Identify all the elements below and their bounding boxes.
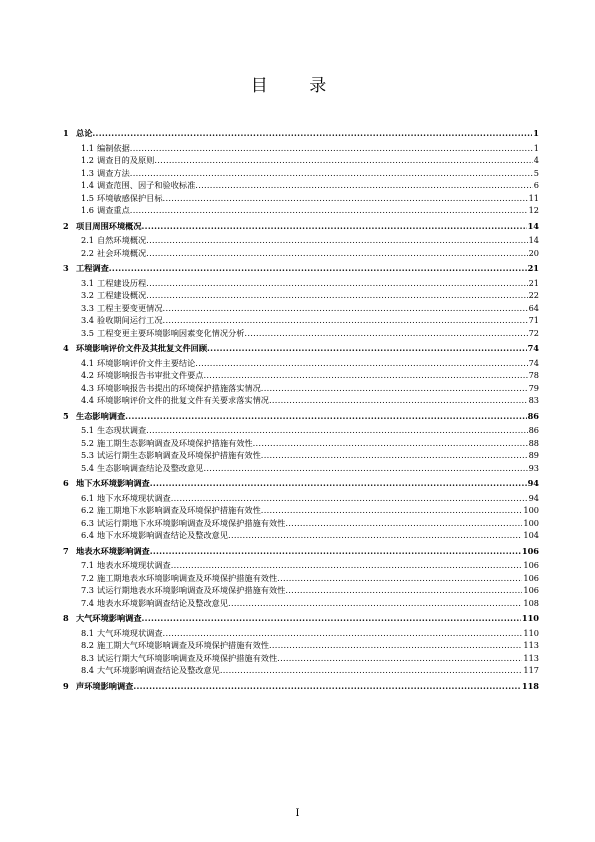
toc-entry-page: 104: [523, 530, 539, 540]
table-of-contents: [63, 124, 539, 694]
toc-dot-leader: [109, 262, 527, 275]
toc-entry-number: 4.2: [81, 370, 95, 380]
toc-entry-number: 6.1: [81, 492, 95, 503]
toc-entry-title: 施工期生态影响调查及环境保护措施有效性: [97, 437, 253, 448]
toc-entry-number: 4: [63, 343, 69, 353]
toc-entry-page: 118: [521, 680, 539, 691]
toc-section-entry[interactable]: [63, 327, 539, 340]
toc-entry-number: 1.5: [81, 192, 95, 203]
toc-entry-page: 71: [528, 315, 539, 325]
toc-entry-number: 5.1: [81, 425, 95, 435]
toc-chapter-entry[interactable]: [63, 680, 539, 693]
toc-entry-number: 8.4: [81, 665, 95, 675]
toc-entry-page: 100: [523, 517, 539, 528]
toc-dot-leader: [203, 369, 527, 382]
toc-dot-leader: [92, 127, 532, 140]
toc-dot-leader: [277, 652, 522, 665]
toc-entry-number: 8.1: [81, 627, 95, 638]
toc-entry-page: 74: [527, 343, 539, 353]
toc-section-entry[interactable]: [63, 289, 539, 302]
toc-entry-page: 93: [528, 462, 539, 473]
toc-section-entry[interactable]: [63, 204, 539, 217]
toc-entry-title: 地表水环境影响调查: [76, 545, 150, 556]
toc-entry-title: 地表水环境影响调查结论及整改意见: [97, 597, 229, 608]
toc-entry-number: 7.3: [81, 585, 95, 595]
toc-dot-leader: [171, 492, 528, 505]
toc-chapter-entry[interactable]: [63, 410, 539, 423]
toc-entry-page: 108: [523, 597, 539, 608]
toc-section-entry[interactable]: [63, 142, 539, 155]
toc-section-entry[interactable]: [63, 192, 539, 205]
toc-entry-title: 大气环境影响调查: [76, 613, 142, 623]
toc-entry-number: 7: [63, 545, 69, 556]
toc-entry-number: 3.4: [81, 315, 95, 325]
toc-entry-number: 5.4: [81, 462, 95, 473]
toc-entry-title: 生态影响调查结论及整改意见: [97, 462, 204, 473]
toc-dot-leader: [285, 584, 522, 597]
toc-dot-leader: [269, 639, 522, 652]
toc-entry-page: 106: [521, 545, 539, 556]
toc-entry-title: 环境影响评价文件主要结论: [97, 357, 196, 368]
toc-dot-leader: [146, 247, 527, 260]
toc-section-entry[interactable]: [63, 664, 539, 677]
toc-dot-leader: [154, 154, 532, 167]
toc-entry-title: 试运行期地下水环境影响调查及环境保护措施有效性: [97, 517, 286, 528]
toc-dot-leader: [277, 572, 522, 585]
toc-entry-page: 83: [528, 395, 539, 405]
toc-entry-title: 大气环境影响调查结论及整改意见: [97, 665, 220, 675]
toc-dot-leader: [163, 314, 528, 327]
toc-entry-number: 5.2: [81, 437, 95, 448]
toc-entry-number: 6.4: [81, 530, 95, 540]
toc-entry-page: 78: [528, 370, 539, 380]
toc-dot-leader: [130, 204, 528, 217]
toc-entry-number: 1.4: [81, 180, 95, 190]
toc-section-entry[interactable]: [63, 437, 539, 450]
toc-entry-title: 地下水环境影响调查结论及整改意见: [97, 530, 229, 540]
toc-section-entry[interactable]: [63, 247, 539, 260]
toc-chapter-entry[interactable]: [63, 477, 539, 490]
toc-dot-leader: [195, 357, 527, 370]
toc-entry-page: 74: [528, 357, 539, 368]
toc-section-entry[interactable]: [63, 572, 539, 585]
toc-section-entry[interactable]: [63, 517, 539, 530]
toc-entry-title: 自然环境概况: [97, 235, 147, 245]
toc-dot-leader: [150, 545, 521, 558]
toc-entry-title: 施工期地表水环境影响调查及环境保护措施有效性: [97, 572, 278, 583]
toc-entry-page: 88: [528, 437, 539, 448]
toc-section-entry[interactable]: [63, 314, 539, 327]
toc-entry-number: 3.1: [81, 277, 95, 288]
toc-entry-title: 项目周围环境概况: [76, 220, 142, 231]
toc-dot-leader: [163, 627, 523, 640]
toc-dot-leader: [269, 394, 528, 407]
toc-entry-title: 社会环境概况: [97, 247, 147, 258]
toc-entry-title: 试运行期大气环境影响调查及环境保护措施有效性: [97, 652, 278, 663]
toc-section-entry[interactable]: [63, 492, 539, 505]
toc-dot-leader: [261, 504, 523, 517]
toc-entry-number: 8.2: [81, 640, 95, 650]
toc-chapter-entry[interactable]: [63, 262, 539, 275]
toc-section-entry[interactable]: [63, 424, 539, 437]
toc-entry-page: 113: [523, 652, 539, 663]
toc-dot-leader: [130, 167, 533, 180]
toc-entry-page: 21: [527, 263, 539, 273]
toc-entry-number: 4.3: [81, 382, 95, 393]
toc-section-entry[interactable]: [63, 167, 539, 180]
toc-entry-number: 6: [63, 478, 69, 488]
toc-section-entry[interactable]: [63, 234, 539, 247]
toc-section-entry[interactable]: [63, 627, 539, 640]
toc-entry-page: 72: [528, 327, 539, 338]
toc-entry-page: 64: [528, 302, 539, 313]
toc-entry-number: 4.1: [81, 357, 95, 368]
toc-entry-page: 12: [528, 205, 539, 215]
toc-entry-title: 验收期间运行工况: [97, 315, 163, 325]
toc-entry-number: 3: [63, 263, 69, 273]
toc-entry-title: 环境影响评价文件的批复文件有关要求落实情况: [97, 395, 269, 405]
toc-entry-page: 20: [528, 247, 539, 258]
toc-entry-number: 1.2: [81, 155, 95, 165]
toc-section-entry[interactable]: [63, 597, 539, 610]
toc-entry-title: 大气环境现状调查: [97, 627, 163, 638]
toc-dot-leader: [285, 517, 522, 530]
toc-dot-leader: [146, 424, 527, 437]
toc-dot-leader: [142, 612, 521, 625]
toc-entry-number: 1: [63, 128, 69, 138]
toc-section-entry[interactable]: [63, 639, 539, 652]
toc-entry-page: 86: [527, 410, 539, 421]
toc-entry-title: 调查方法: [97, 167, 130, 178]
toc-dot-leader: [125, 410, 526, 423]
toc-section-entry[interactable]: [63, 559, 539, 572]
toc-entry-page: 89: [528, 450, 539, 460]
toc-entry-page: 6: [533, 180, 539, 190]
toc-entry-number: 5: [63, 410, 69, 421]
toc-entry-title: 工程建设概况: [97, 290, 147, 300]
toc-dot-leader: [142, 220, 527, 233]
toc-entry-title: 生态影响调查: [76, 410, 126, 421]
toc-entry-title: 生态现状调查: [97, 425, 147, 435]
toc-entry-page: 1: [533, 128, 539, 138]
toc-section-entry[interactable]: [63, 449, 539, 462]
toc-entry-title: 环境影响报告书审批文件要点: [97, 370, 204, 380]
toc-entry-title: 地表水环境现状调查: [97, 560, 171, 570]
toc-entry-number: 1.1: [81, 142, 95, 153]
toc-dot-leader: [220, 664, 523, 677]
toc-section-entry[interactable]: [63, 154, 539, 167]
toc-entry-number: 1.6: [81, 205, 95, 215]
toc-entry-title: 声环境影响调查: [76, 680, 134, 691]
toc-entry-page: 94: [527, 478, 539, 488]
toc-entry-number: 9: [63, 680, 69, 691]
toc-dot-leader: [163, 192, 528, 205]
toc-entry-title: 工程主要变更情况: [97, 302, 163, 313]
toc-dot-leader: [146, 289, 527, 302]
toc-section-entry[interactable]: [63, 462, 539, 475]
toc-entry-page: 106: [523, 585, 539, 595]
toc-entry-page: 11: [528, 192, 539, 203]
toc-section-entry[interactable]: [63, 504, 539, 517]
toc-dot-leader: [261, 382, 528, 395]
toc-section-entry[interactable]: [63, 652, 539, 665]
toc-entry-number: 3.5: [81, 327, 95, 338]
toc-entry-title: 总论: [76, 128, 93, 138]
toc-section-entry[interactable]: [63, 302, 539, 315]
toc-chapter-entry[interactable]: [63, 342, 539, 355]
toc-dot-leader: [133, 680, 521, 693]
toc-entry-number: 8.3: [81, 652, 95, 663]
toc-entry-title: 编制依据: [97, 142, 130, 153]
toc-dot-leader: [146, 234, 527, 247]
toc-dot-leader: [163, 302, 528, 315]
toc-entry-title: 环境影响报告书提出的环境保护措施落实情况: [97, 382, 261, 393]
toc-section-entry[interactable]: [63, 382, 539, 395]
toc-section-entry[interactable]: [63, 529, 539, 542]
toc-section-entry[interactable]: [63, 179, 539, 192]
toc-dot-leader: [261, 449, 528, 462]
toc-entry-page: 110: [521, 613, 539, 623]
toc-entry-page: 86: [528, 425, 539, 435]
page-number: I: [295, 808, 300, 819]
toc-section-entry[interactable]: [63, 357, 539, 370]
toc-entry-page: 22: [528, 290, 539, 300]
toc-dot-leader: [146, 277, 527, 290]
toc-entry-page: 106: [523, 572, 539, 583]
toc-entry-title: 试运行期地表水环境影响调查及环境保护措施有效性: [97, 585, 286, 595]
toc-entry-number: 3.3: [81, 302, 95, 313]
toc-entry-page: 100: [523, 505, 539, 515]
toc-entry-page: 94: [528, 492, 539, 503]
toc-entry-number: 6.2: [81, 505, 95, 515]
toc-entry-number: 7.4: [81, 597, 95, 608]
toc-entry-page: 113: [523, 640, 539, 650]
toc-entry-title: 调查范围、因子和验收标准: [97, 180, 196, 190]
toc-entry-number: 7.2: [81, 572, 95, 583]
toc-entry-number: 3.2: [81, 290, 95, 300]
toc-dot-leader: [130, 142, 533, 155]
toc-dot-leader: [203, 462, 527, 475]
toc-dot-leader: [195, 179, 532, 192]
toc-entry-title: 试运行期生态影响调查及环境保护措施有效性: [97, 450, 261, 460]
toc-chapter-entry[interactable]: [63, 612, 539, 625]
toc-dot-leader: [228, 597, 522, 610]
toc-dot-leader: [253, 437, 528, 450]
toc-entry-page: 14: [528, 235, 539, 245]
toc-entry-number: 2.2: [81, 247, 95, 258]
toc-entry-title: 施工期地下水影响调查及环境保护措施有效性: [97, 505, 261, 515]
toc-entry-title: 地下水环境影响调查: [76, 478, 150, 488]
toc-entry-page: 4: [533, 155, 539, 165]
toc-entry-title: 调查目的及原则: [97, 155, 155, 165]
toc-entry-number: 8: [63, 613, 69, 623]
toc-entry-number: 5.3: [81, 450, 95, 460]
toc-entry-title: 工程建设历程: [97, 277, 147, 288]
toc-entry-page: 79: [528, 382, 539, 393]
toc-entry-page: 117: [523, 665, 539, 675]
toc-section-entry[interactable]: [63, 369, 539, 382]
toc-entry-number: 2: [63, 220, 69, 231]
toc-section-entry[interactable]: [63, 277, 539, 290]
toc-entry-title: 工程调查: [76, 263, 109, 273]
toc-entry-page: 110: [523, 627, 539, 638]
toc-entry-number: 1.3: [81, 167, 95, 178]
toc-section-entry[interactable]: [63, 394, 539, 407]
toc-chapter-entry[interactable]: [63, 220, 539, 233]
toc-dot-leader: [207, 342, 527, 355]
toc-entry-page: 21: [528, 277, 539, 288]
toc-entry-title: 环境影响评价文件及其批复文件回顾: [76, 343, 208, 353]
toc-entry-title: 地下水环境现状调查: [97, 492, 171, 503]
toc-entry-page: 14: [527, 220, 539, 231]
toc-dot-leader: [171, 559, 523, 572]
toc-title: 目 录: [250, 76, 345, 96]
toc-entry-number: 6.3: [81, 517, 95, 528]
toc-entry-number: 7.1: [81, 560, 95, 570]
toc-entry-page: 1: [533, 142, 539, 153]
toc-chapter-entry[interactable]: [63, 545, 539, 558]
toc-dot-leader: [150, 477, 527, 490]
toc-dot-leader: [244, 327, 527, 340]
toc-entry-title: 施工期大气环境影响调查及环境保护措施有效性: [97, 640, 269, 650]
toc-dot-leader: [228, 529, 522, 542]
toc-entry-title: 环境敏感保护目标: [97, 192, 163, 203]
toc-entry-number: 2.1: [81, 235, 95, 245]
toc-entry-number: 4.4: [81, 395, 95, 405]
toc-entry-page: 5: [533, 167, 539, 178]
toc-section-entry[interactable]: [63, 584, 539, 597]
toc-chapter-entry[interactable]: [63, 127, 539, 140]
toc-entry-page: 106: [523, 560, 539, 570]
toc-entry-title: 工程变更主要环境影响因素变化情况分析: [97, 327, 245, 338]
toc-entry-title: 调查重点: [97, 205, 130, 215]
